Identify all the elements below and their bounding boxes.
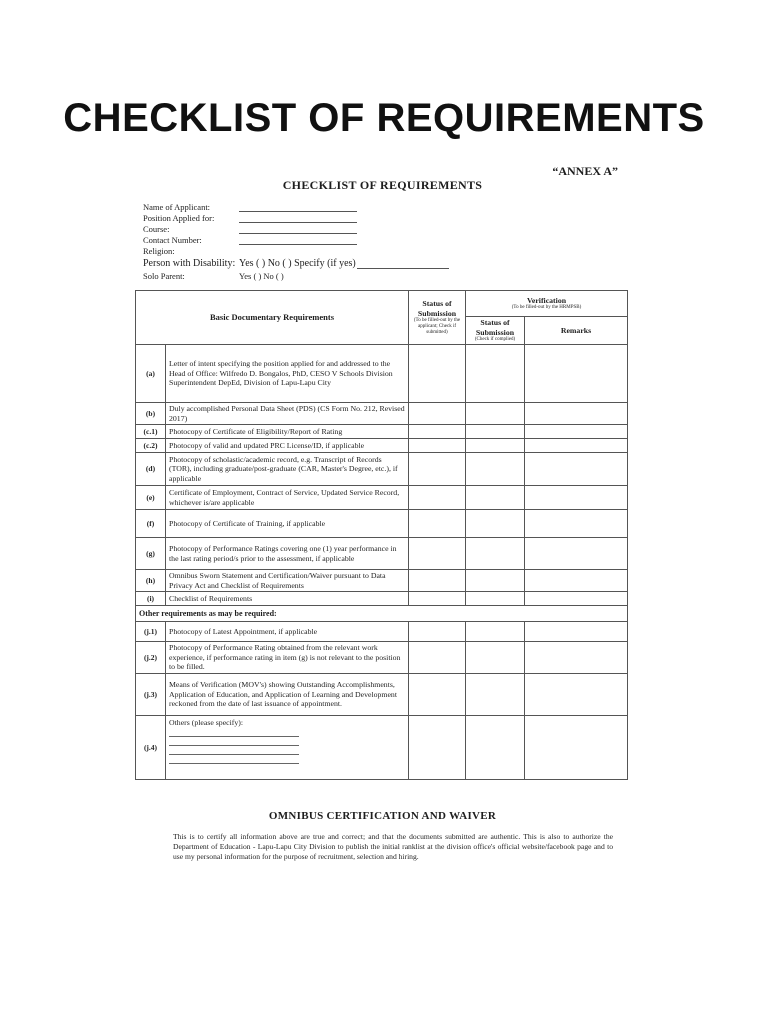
row-index: (c.2) xyxy=(136,439,166,453)
table-row xyxy=(136,538,628,570)
row-text: Omnibus Sworn Statement and Certification/Waiver pursuant to Data Privacy Act and Checklist of Requirements xyxy=(166,570,409,592)
blank-line xyxy=(169,746,299,755)
table-row xyxy=(136,674,628,716)
header-remarks: Remarks xyxy=(525,317,628,345)
row-index: (j.2) xyxy=(136,642,166,674)
course-field xyxy=(143,224,623,235)
document-title: CHECKLIST OF REQUIREMENTS xyxy=(282,178,483,192)
row-text: Photocopy of Certificate of Eligibility/Report of Rating xyxy=(166,425,409,439)
omnibus-title: OMNIBUS CERTIFICATION AND WAIVER xyxy=(268,810,497,822)
row-index: (d) xyxy=(136,453,166,486)
row-text: Photocopy of Certificate of Training, if applicable xyxy=(166,510,409,538)
header-verification-label: Verification xyxy=(526,295,567,305)
table-row xyxy=(136,403,628,425)
contact-field xyxy=(143,235,623,246)
name-label: Name of Applicant: xyxy=(143,202,211,212)
header-ver-status-label: Status of Submission xyxy=(475,317,515,337)
header-status-note: (To be filled-out by the applicant; Check if submitted) xyxy=(413,318,461,336)
row-text: Certificate of Employment, Contract of Service, Updated Service Record, whichever is/are applicable xyxy=(166,486,409,510)
table-row xyxy=(136,592,628,606)
row-index: (j.4) xyxy=(136,716,166,780)
religion-field xyxy=(143,246,623,257)
solo-parent-field xyxy=(143,271,623,282)
row-index: (f) xyxy=(136,510,166,538)
applicant-info xyxy=(143,202,623,282)
name-line xyxy=(239,211,357,212)
table-row xyxy=(136,345,628,403)
solo-parent-value: Yes ( ) No ( ) xyxy=(239,271,284,281)
row-index: (b) xyxy=(136,403,166,425)
row-text: Photocopy of Performance Rating obtained from the relevant work experience, if performance rating in item (g) is not relevant to the position to be filled. xyxy=(166,642,409,674)
row-index: (i) xyxy=(136,592,166,606)
table-row xyxy=(136,486,628,510)
table-row xyxy=(136,570,628,592)
pwd-field xyxy=(143,257,623,271)
row-text: Means of Verification (MOV's) showing Outstanding Accomplishments, Application of Education, and Application of Learning and Development reckoned from the date of last issuance of appointment. xyxy=(166,674,409,716)
row-text: Others (please specify): xyxy=(169,718,244,727)
row-text: Photocopy of Performance Ratings covering one (1) year performance in the last rating period/s prior to the assessment, if applicable xyxy=(166,538,409,570)
position-field xyxy=(143,213,623,224)
pwd-label: Person with Disability: xyxy=(143,258,236,269)
row-text: Letter of intent specifying the position applied for and addressed to the Head of Office: Wilfredo D. Bongalos, PhD, CESO V Schools Division Superintendent DepEd, Division of Lapu-Lapu City xyxy=(166,345,409,403)
position-line xyxy=(239,222,357,223)
table-row xyxy=(136,425,628,439)
certification-text: This is to certify all information above are true and correct; and that the documents submitted are authentic. This is also to authorize the Department of Education - Lapu-Lapu City Division to publish the initial ranklist at the division office's official website/facebook page and to use my personal information for the purpose of recruitment, selection and hiring. xyxy=(173,832,613,861)
table-row xyxy=(136,622,628,642)
row-index: (e) xyxy=(136,486,166,510)
page-title: CHECKLIST OF REQUIREMENTS xyxy=(63,96,705,140)
annex-label: “ANNEX A” xyxy=(552,164,618,178)
table-row xyxy=(136,453,628,486)
position-label: Position Applied for: xyxy=(143,213,215,223)
solo-parent-label: Solo Parent: xyxy=(143,271,185,281)
blank-line xyxy=(169,755,299,764)
header-ver-status-note: (Check if complied) xyxy=(474,337,516,343)
row-text: Photocopy of scholastic/academic record, e.g. Transcript of Records (TOR), including graduate/post-graduate (CAR, Master's Degree, etc.), if applicable xyxy=(166,453,409,486)
other-requirements-header-row xyxy=(136,606,628,622)
contact-label: Contact Number: xyxy=(143,235,202,245)
course-line xyxy=(239,233,357,234)
blank-line xyxy=(169,728,299,737)
pwd-specify-line xyxy=(357,268,449,269)
header-ver-status xyxy=(466,317,525,345)
row-index: (j.1) xyxy=(136,622,166,642)
header-verification-note: (To be filled-out by the HRMPSB) xyxy=(511,305,582,311)
header-requirements: Basic Documentary Requirements xyxy=(136,291,409,345)
pwd-value: Yes ( ) No ( ) Specify (if yes) xyxy=(239,258,356,269)
table-row xyxy=(136,716,628,780)
header-status-label: Status of Submission xyxy=(417,298,457,318)
religion-label: Religion: xyxy=(143,246,175,256)
header-verification xyxy=(466,291,628,317)
row-text: Checklist of Requirements xyxy=(166,592,409,606)
name-field xyxy=(143,202,623,213)
other-requirements-header: Other requirements as may be required: xyxy=(136,606,628,622)
contact-line xyxy=(239,244,357,245)
blank-line xyxy=(169,737,299,746)
row-index: (a) xyxy=(136,345,166,403)
requirements-table xyxy=(135,290,628,780)
table-row xyxy=(136,510,628,538)
others-cell xyxy=(166,716,409,780)
header-status xyxy=(409,291,466,345)
row-index: (c.1) xyxy=(136,425,166,439)
table-row xyxy=(136,642,628,674)
course-label: Course: xyxy=(143,224,170,234)
scanned-document xyxy=(135,160,630,880)
table-row xyxy=(136,439,628,453)
row-text: Duly accomplished Personal Data Sheet (PDS) (CS Form No. 212, Revised 2017) xyxy=(166,403,409,425)
row-text: Photocopy of Latest Appointment, if applicable xyxy=(166,622,409,642)
row-index: (j.3) xyxy=(136,674,166,716)
row-text: Photocopy of valid and updated PRC License/ID, if applicable xyxy=(166,439,409,453)
row-index: (g) xyxy=(136,538,166,570)
row-index: (h) xyxy=(136,570,166,592)
